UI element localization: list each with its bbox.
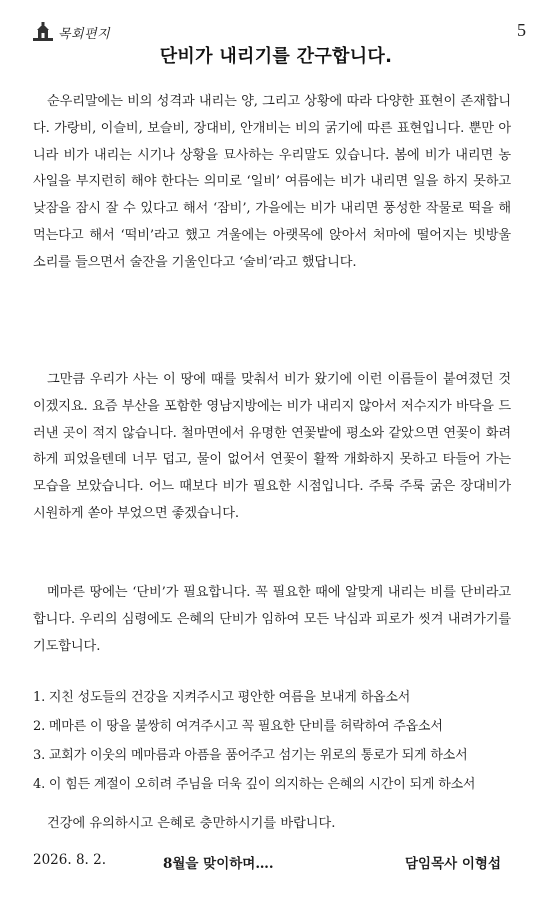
letter-footer	[33, 852, 511, 878]
pastor-signature: 담임목사 이형섭	[405, 856, 501, 872]
prayer-item: 4. 이 힘든 계절이 오히려 주님을 더욱 깊이 의지하는 은혜의 시간이 되게 하소서	[33, 777, 476, 792]
church-icon	[32, 22, 54, 42]
closing-remark: 건강에 유의하시고 은혜로 충만하시기를 바랍니다.	[47, 816, 336, 831]
prayer-list	[33, 683, 511, 799]
pastoral-letter-logo	[32, 22, 110, 42]
paragraph-sweet-rain: 메마른 땅에는 ‘단비’가 필요합니다. 꼭 필요한 때에 알맞게 내리는 비를 단비라고 합니다. 우리의 심령에도 은혜의 단비가 임하여 모든 낙심과 피로가 씻겨 내려가기를 기도합니다.	[33, 585, 511, 654]
page-title: 단비가 내리기를 간구합니다.	[159, 46, 393, 67]
paragraph-rain-names: 순우리말에는 비의 성격과 내리는 양, 그리고 상황에 따라 다양한 표현이 존재합니다. 가랑비, 이슬비, 보슬비, 장대비, 안개비는 비의 굵기에 따른 표현입니다. 뿐만 아니라 비가 내리는 시기나 상황을 묘사하는 우리말도 있습니다. 봄에 비가 내리면 농사일을 부지런히 해야 한다는 의미로 ‘일비’ 여름에는 비가 내리면 일을 하지 못하고 낮잠을 잠시 잘 수 있다고 해서 ‘잠비’, 가을에는 비가 내리면 풍성한 작물로 떡을 해먹는다고 해서 ‘떡비’라고 했고 겨울에는 아랫목에 앉아서 처마에 떨어지는 빗방울 소리를 들으면서 술잔을 기울인다고 ‘술비’라고 했답니다.	[33, 94, 511, 270]
letter-date: 2026. 8. 2.	[33, 852, 106, 868]
paragraph-drought: 그만큼 우리가 사는 이 땅에 때를 맞춰서 비가 왔기에 이런 이름들이 붙여졌던 것이겠지요. 요즘 부산을 포함한 영남지방에는 비가 내리지 않아서 저수지가 바닥을 드러낸 곳이 적지 않습니다. 철마면에서 유명한 연꽃밭에 평소와 같았으면 연꽃이 화려하게 피었을텐데 너무 덥고, 물이 없어서 연꽃이 활짝 개화하지 못하고 타들어 가는 모습을 보았습니다. 어느 때보다 비가 필요한 시점입니다. 주룩 주룩 굵은 장대비가 시원하게 쏟아 부었으면 좋겠습니다.	[33, 372, 511, 521]
month-greeting: 8월을 맞이하며….	[163, 856, 274, 872]
page-number: 5	[517, 20, 526, 40]
prayer-item: 2. 메마른 이 땅을 불쌍히 여겨주시고 꼭 필요한 단비를 허락하여 주옵소서	[33, 719, 443, 734]
prayer-item: 1. 지친 성도들의 건강을 지켜주시고 평안한 여름을 보내게 하옵소서	[33, 690, 411, 705]
prayer-item: 3. 교회가 이웃의 메마름과 아픔을 품어주고 섬기는 위로의 통로가 되게 하소서	[33, 748, 468, 763]
logo-text: 목회편지	[58, 26, 111, 42]
